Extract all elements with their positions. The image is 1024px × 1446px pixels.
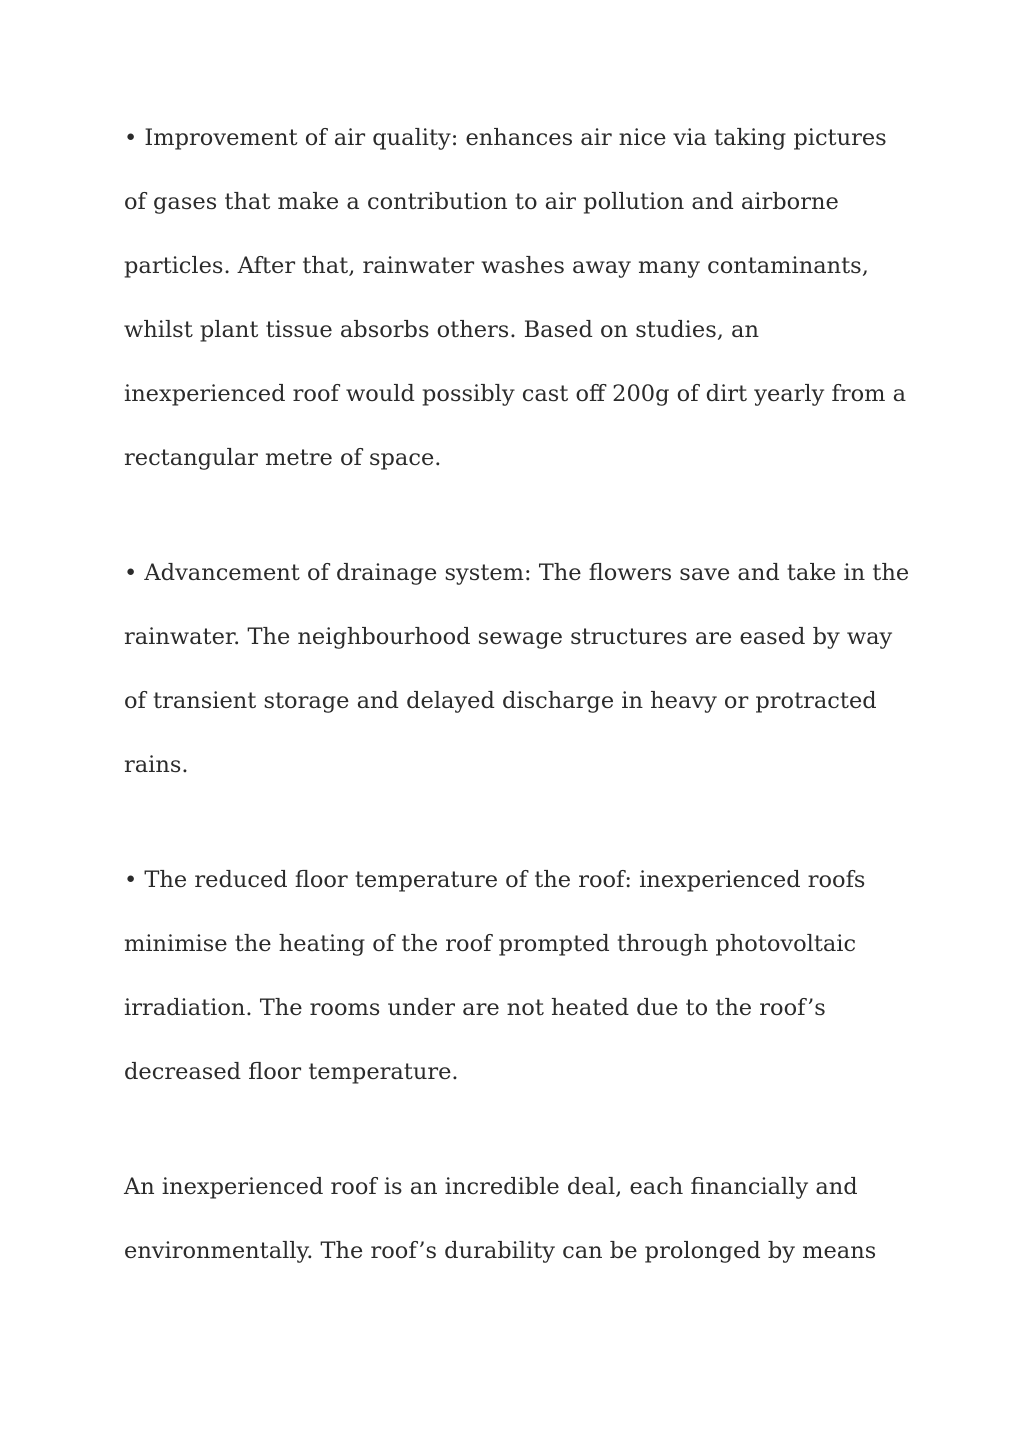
paragraph-drainage xyxy=(124,541,914,797)
text-line: rectangular metre of space. xyxy=(124,445,442,471)
paragraph-roof-temperature xyxy=(124,848,914,1104)
text-line: irradiation. The rooms under are not heated due to the roof’s xyxy=(124,995,826,1021)
text-line: whilst plant tissue absorbs others. Based on studies, an xyxy=(124,317,759,343)
text-line: of transient storage and delayed discharge in heavy or protracted xyxy=(124,688,877,714)
text-line: • The reduced floor temperature of the roof: inexperienced roofs xyxy=(124,867,866,893)
text-line: of gases that make a contribution to air pollution and airborne xyxy=(124,189,839,215)
text-line: minimise the heating of the roof prompted through photovoltaic xyxy=(124,931,857,957)
paragraph-air-quality xyxy=(124,106,914,490)
text-line: decreased floor temperature. xyxy=(124,1059,459,1085)
text-line: rains. xyxy=(124,752,189,778)
text-line: • Improvement of air quality: enhances air nice via taking pictures xyxy=(124,125,887,151)
paragraph-conclusion xyxy=(124,1155,914,1283)
text-line: An inexperienced roof is an incredible deal, each financially and xyxy=(124,1174,858,1200)
text-line: inexperienced roof would possibly cast off 200g of dirt yearly from a xyxy=(124,381,907,407)
text-line: environmentally. The roof’s durability can be prolonged by means xyxy=(124,1238,877,1264)
text-line: rainwater. The neighbourhood sewage structures are eased by way xyxy=(124,624,893,650)
text-line: particles. After that, rainwater washes away many contaminants, xyxy=(124,253,869,279)
document-body xyxy=(124,106,914,1334)
text-line: • Advancement of drainage system: The flowers save and take in the xyxy=(124,560,910,586)
